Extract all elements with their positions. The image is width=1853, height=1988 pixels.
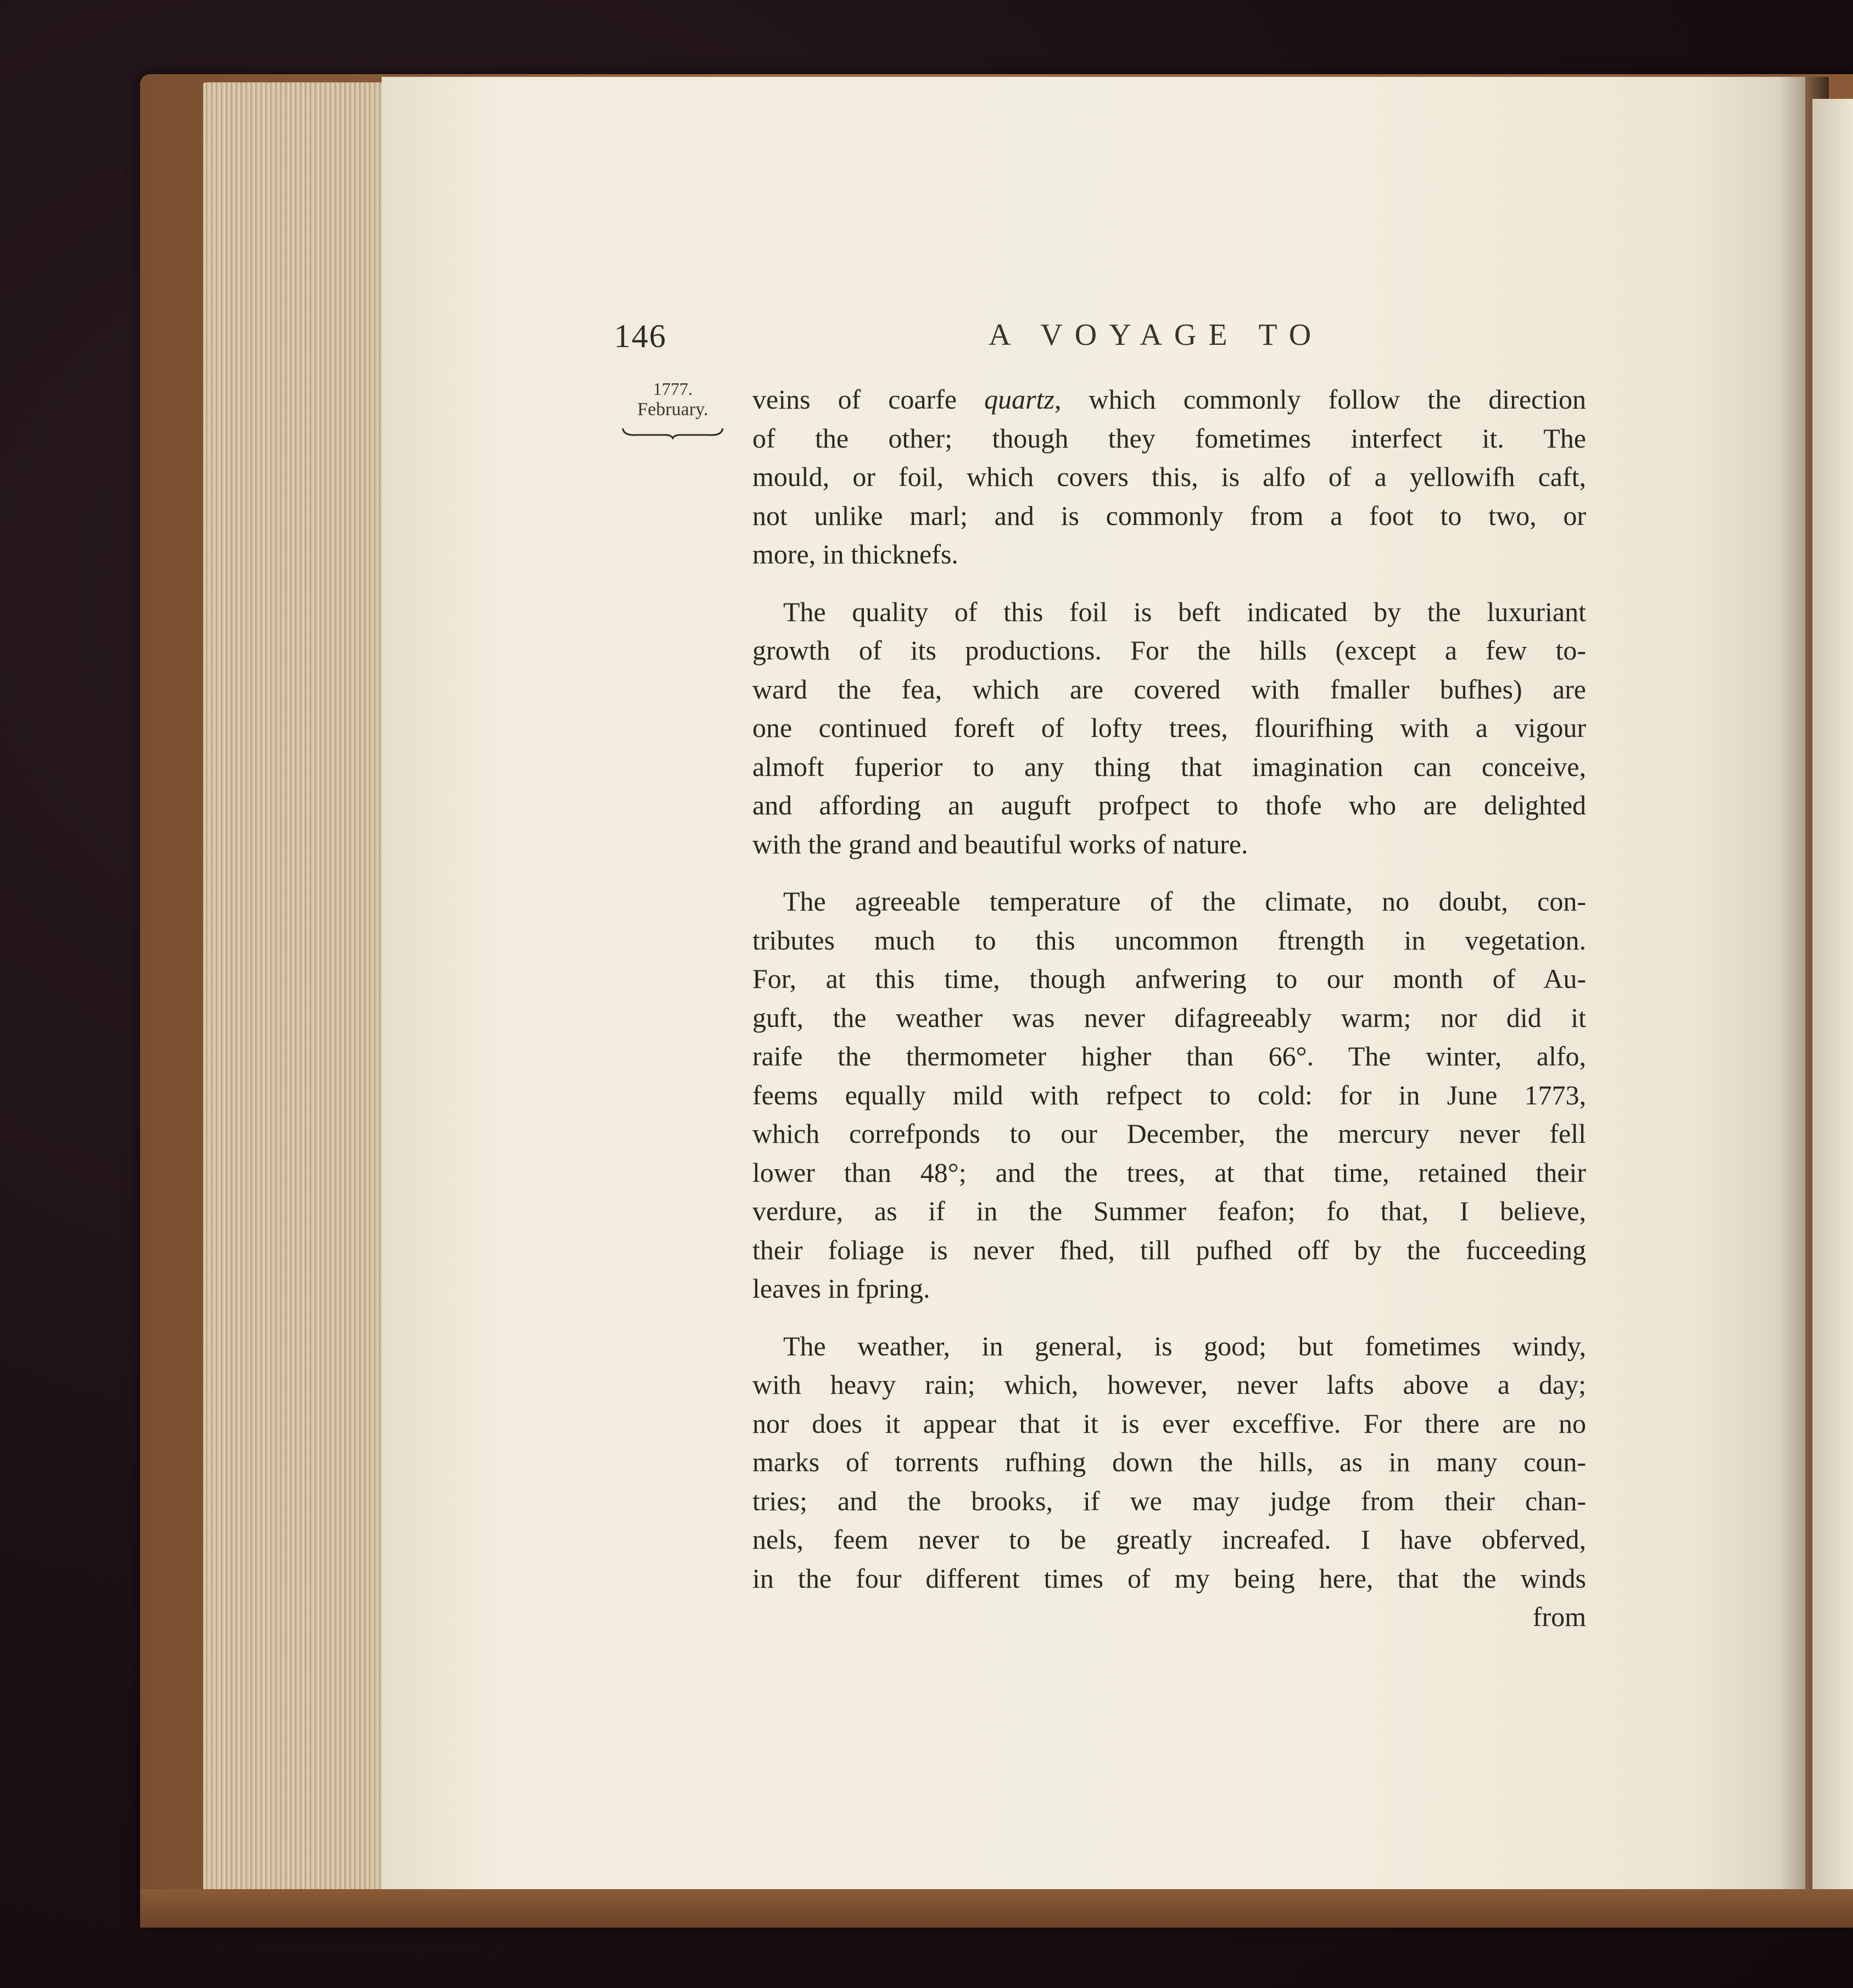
text-line: The quality of this foil is beft indicated by the luxuriant	[783, 596, 1586, 627]
text-line: For, at this time, though anfwering to our month of Au-	[752, 963, 1586, 994]
body-text	[752, 380, 1586, 1655]
text-line: in the four different times of my being here, that the winds	[752, 1562, 1586, 1594]
text-line: their foliage is never fhed, till pufhed off by the fucceeding	[752, 1234, 1586, 1265]
facing-page-edge	[1812, 99, 1853, 1900]
page-number: 146	[614, 318, 667, 354]
text-line: marks of torrents rufhing down the hills, as in many coun-	[752, 1447, 1586, 1477]
text-line: feems equally mild with refpect to cold: for in June 1773,	[752, 1079, 1586, 1110]
paragraph	[752, 1327, 1586, 1637]
text-line: with the grand and beautiful works of nature.	[752, 828, 1248, 859]
book-cover-bottom	[140, 1889, 1853, 1928]
text-line: raife the thermometer higher than 66°. The winter, alfo,	[752, 1041, 1586, 1071]
text-line: The weather, in general, is good; but fometimes windy,	[783, 1330, 1586, 1361]
text-line: of the other; though they fometimes interfect it. The	[752, 422, 1586, 454]
text-line: with heavy rain; which, however, never lafts above a day;	[752, 1369, 1586, 1400]
text-line: not unlike marl; and is commonly from a foot to two, or	[752, 500, 1586, 531]
text-line: one continued foreft of lofty trees, flourifhing with a vigour	[752, 712, 1586, 743]
text-line: ward the fea, which are covered with fmaller bufhes) are	[752, 673, 1586, 705]
text-line: and affording an auguft profpect to thofe who are delighted	[752, 790, 1586, 820]
text-line: tries; and the brooks, if we may judge from their chan-	[752, 1485, 1586, 1516]
paragraph	[752, 380, 1586, 574]
text-line: nels, feem never to be greatly increafed. I have obferved,	[752, 1524, 1586, 1555]
margin-brace-ornament	[621, 425, 725, 439]
margin-note-year: 1777.	[653, 379, 693, 399]
text-line: almoft fuperior to any thing that imagination can conceive,	[752, 751, 1586, 782]
margin-note-month: February.	[637, 399, 708, 420]
text-line: lower than 48°; and the trees, at that time, retained their	[752, 1157, 1586, 1188]
paragraph	[752, 593, 1586, 864]
text-line: more, in thicknefs.	[752, 539, 958, 569]
text-line: tributes much to this uncommon ftrength in vegetation.	[752, 924, 1586, 956]
text-line: which correfponds to our December, the mercury never fell	[752, 1118, 1586, 1149]
running-head: A VOYAGE TO	[989, 318, 1324, 352]
text-line: verdure, as if in the Summer feafon; fo that, I believe,	[752, 1196, 1586, 1226]
text-line: mould, or foil, which covers this, is alfo of a yellowifh caft,	[752, 461, 1586, 492]
paragraph	[752, 882, 1586, 1308]
text-line: leaves in fpring.	[752, 1273, 930, 1304]
page-edges	[203, 82, 384, 1895]
text-line: guft, the weather was never difagreeably warm; nor did it	[752, 1002, 1586, 1033]
margin-note	[618, 379, 728, 439]
catchword: from	[1532, 1601, 1586, 1632]
text-line: nor does it appear that it is ever exceffive. For there are no	[752, 1408, 1586, 1439]
text-line: veins of coarfe quartz, which commonly follow the direction	[752, 384, 1586, 415]
text-line: The agreeable temperature of the climate, no doubt, con-	[783, 886, 1586, 917]
text-line: growth of its productions. For the hills (except a few to-	[752, 635, 1586, 666]
italic-word: quartz,	[984, 384, 1062, 415]
